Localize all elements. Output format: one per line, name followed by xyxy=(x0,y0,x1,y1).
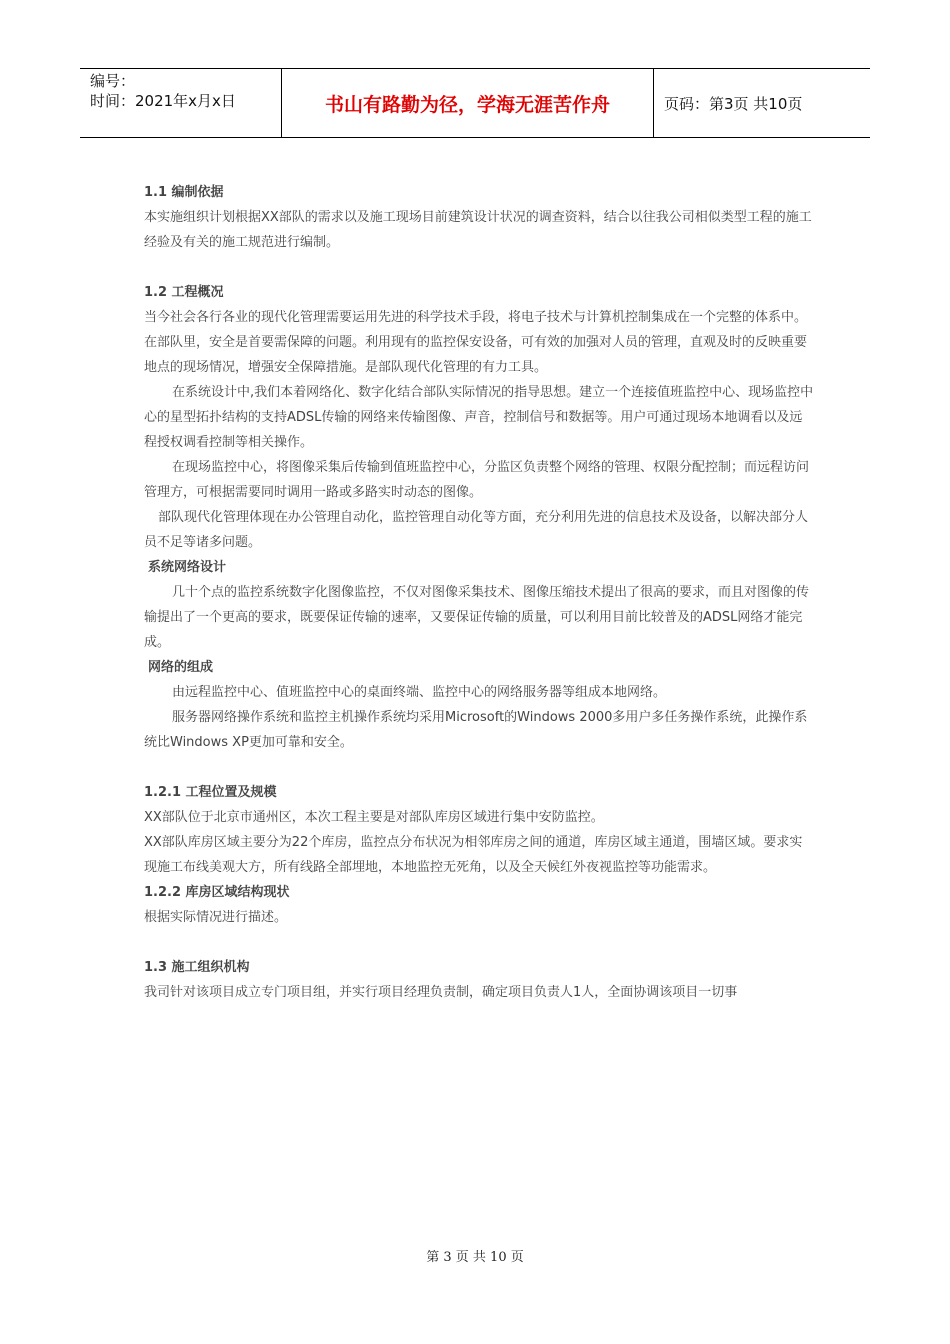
paragraph: 根据实际情况进行描述。 xyxy=(144,910,288,925)
document-body xyxy=(144,180,814,1005)
section-title: 1.2.1 工程位置及规模 xyxy=(144,785,277,800)
paragraph: 部队现代化管理体现在办公管理自动化，监控管理自动化等方面，充分利用先进的信息技术及设备，以解决部分人员不足等诸多问题。 xyxy=(144,510,809,550)
subsection-title: 网络的组成 xyxy=(148,660,214,675)
subsection-title: 系统网络设计 xyxy=(148,560,227,575)
paragraph: XX部队库房区域主要分为22个库房，监控点分布状况为相邻库房之间的通道，库房区域主通道，围墙区域。要求实现施工布线美观大方，所有线路全部埋地，本地监控无死角，以及全天候红外夜视监控等功能需求。 xyxy=(144,835,803,875)
paragraph: 服务器网络操作系统和监控主机操作系统均采用Microsoft的Windows 2000多用户多任务操作系统，此操作系统比Windows XP更加可靠和安全。 xyxy=(144,710,808,750)
document-date: 时间：2021年x月x日 xyxy=(90,92,236,110)
paragraph: XX部队位于北京市通州区，本次工程主要是对部队库房区域进行集中安防监控。 xyxy=(144,810,604,825)
page-header xyxy=(80,68,870,138)
section-title: 1.3 施工组织机构 xyxy=(144,960,250,975)
paragraph: 几十个点的监控系统数字化图像监控，不仅对图像采集技术、图像压缩技术提出了很高的要求，而且对图像的传输提出了一个更高的要求，既要保证传输的速率，又要保证传输的质量，可以利用目前比较普及的ADSL网络才能完成。 xyxy=(144,585,810,650)
paragraph: 我司针对该项目成立专门项目组，并实行项目经理负责制，确定项目负责人1人，全面协调该项目一切事 xyxy=(144,985,738,1000)
header-page-info: 页码：第3页 共10页 xyxy=(664,94,803,113)
section-title: 1.2.2 库房区域结构现状 xyxy=(144,885,290,900)
paragraph: 在系统设计中,我们本着网络化、数字化结合部队实际情况的指导思想。建立一个连接值班监控中心、现场监控中心的星型拓扑结构的支持ADSL传输的网络来传输图像、声音，控制信号和数据等。用户可通过现场本地调看以及远程授权调看控制等相关操作。 xyxy=(144,385,814,450)
header-meta xyxy=(80,69,282,137)
paragraph: 在现场监控中心，将图像采集后传输到值班监控中心，分监区负责整个网络的管理、权限分配控制；而远程访问管理方，可根据需要同时调用一路或多路实时动态的图像。 xyxy=(144,460,810,500)
section-title: 1.1 编制依据 xyxy=(144,185,224,200)
paragraph: 本实施组织计划根据XX部队的需求以及施工现场目前建筑设计状况的调查资料，结合以往我公司相似类型工程的施工经验及有关的施工规范进行编制。 xyxy=(144,210,812,250)
paragraph: 当今社会各行各业的现代化管理需要运用先进的科学技术手段，将电子技术与计算机控制集成在一个完整的体系中。在部队里，安全是首要需保障的问题。利用现有的监控保安设备，可有效的加强对人员的管理，直观及时的反映重要地点的现场情况，增强安全保障措施。是部队现代化管理的有力工具。 xyxy=(144,310,808,375)
document-number-label: 编号： xyxy=(90,72,136,90)
paragraph: 由远程监控中心、值班监控中心的桌面终端、监控中心的网络服务器等组成本地网络。 xyxy=(172,685,667,700)
page-footer: 第 3 页 共 10 页 xyxy=(426,1250,524,1265)
section-title: 1.2 工程概况 xyxy=(144,285,224,300)
header-motto: 书山有路勤为径，学海无涯苦作舟 xyxy=(282,69,654,137)
